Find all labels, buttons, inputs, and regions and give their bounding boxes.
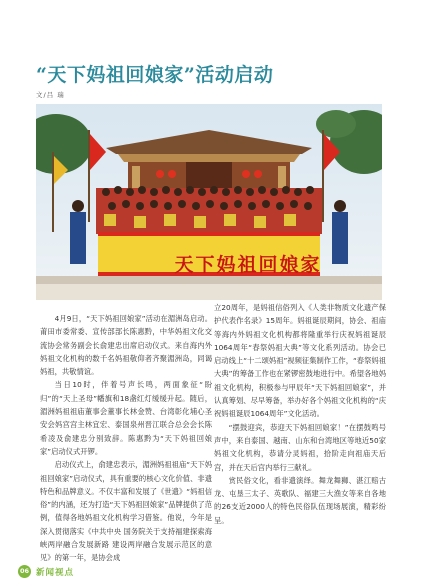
paragraph: 当日10时，伴着号声长鸣，两面象征“盼归”的“天上圣母”幡旗和18盏红灯缓缓升起。随后，湄洲妈祖祖庙董事会董事长林金赞、台湾彰化埔心圣安会妈宫宫主林宜宏、泰国泉州晋江联合总会会长陈希凌及俞建忠分别致辞。陈惠黔为“天下妈祖回娘家”启动仪式开锣。 bbox=[40, 380, 212, 456]
paragraph: 立20周年，是妈祖信俗列入《人类非物质文化遗产保护代表作名录》15周年。妈祖诞辰期间，协会、祖庙等海内外妈祖文化机构都将隆重举行庆祝妈祖诞辰1064周年“春祭妈祖大典”等文化系列活动。协会已启动线上“十二颂妈祖”视频征集制作工作，“春祭妈祖大典”的筹备工作也在紧锣密鼓地进行中。希望各地妈祖文化机构，积极参与甲辰年“天下妈祖回娘家”，并认真筹划、尽早筹备，举办好各个妈祖文化机构的“庆祝妈祖诞辰1064周年”文化活动。 bbox=[214, 303, 386, 419]
event-photo bbox=[36, 104, 382, 300]
paragraph: 启动仪式上，俞建忠表示，湄洲妈祖祖庙“天下妈祖回娘家”启动仪式，具有重要的核心文化价值、非遗特色和品牌意义。不仅丰富和发展了《世遗》“妈祖信俗”的内涵，还为打造“天下妈祖回娘家”品牌提供了范例，值得各地妈祖文化机构学习借鉴。他说，今年是深入贯彻落实《中共中央 国务院关于支持福建探索海峡两岸融合发展新路 建设两岸融合发展示范区的意见》的第一年，是协会成 bbox=[40, 460, 212, 563]
paragraph: 赏民俗文化，看非遗演绎。舞龙舞狮、湛江赔古龙、屯垦三太子、英歌队、福建三大渔女等来自各地的26支近2000人的特色民俗队伍现场展演，精彩纷呈。 bbox=[214, 475, 386, 525]
article-title: “天下妈祖回娘家”活动启动 bbox=[36, 64, 274, 86]
page-number: 06 bbox=[18, 565, 31, 578]
paragraph: “摆鼓迎宾，恭迎天下妈祖回娘家！”在摆鼓鸣号声中，来自泰国、越南、山东和台湾地区等地近50家妈祖文化机构，恭请分灵妈祖，拾阶走向祖庙天后宫，并在天后宫内举行三献礼。 bbox=[214, 422, 386, 472]
article-byline: 文/吕 瑞 bbox=[36, 91, 65, 99]
section-name: 新闻视点 bbox=[36, 568, 75, 578]
paragraph: 4月9日，“天下妈祖回娘家”活动在湄洲岛启动。莆田市委常委、宣传部部长陈惠黔，中华妈祖文化交流协会常务副会长俞建忠出席启动仪式。来自海内外妈祖文化机构的数千名妈祖敬仰者齐聚湄洲岛，同谒妈祖，共敬情谊。 bbox=[40, 314, 212, 377]
body-column-right bbox=[214, 301, 386, 527]
banner-text: 天下妈祖回娘家 bbox=[174, 254, 322, 276]
body-column-left bbox=[40, 312, 212, 565]
